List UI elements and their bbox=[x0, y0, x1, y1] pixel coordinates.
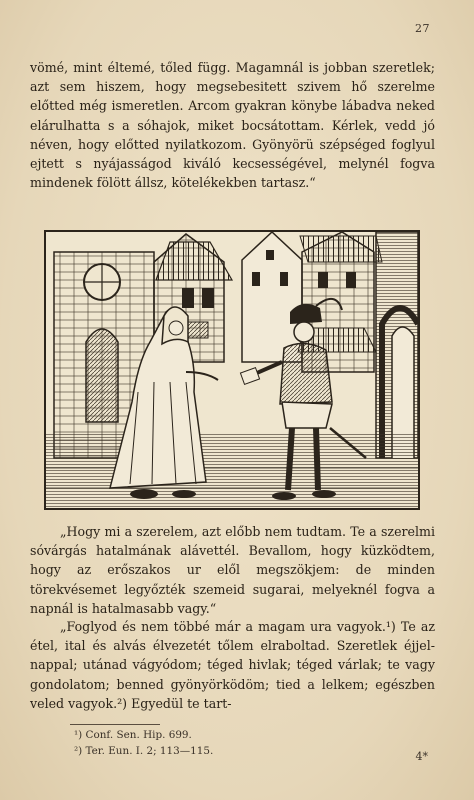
woodcut-illustration bbox=[44, 230, 420, 510]
page-number: 27 bbox=[415, 22, 430, 35]
footnote-1: ¹) Conf. Sen. Hip. 699. bbox=[74, 729, 192, 741]
paragraph-middle: „Hogy mi a szerelem, azt előbb nem tudtam. Te a szerelmi sóvárgás hatalmának alávettél. Bevallom, hogy küzködtem, hogy az erőszakos ur elől megszökjem: de minden törekvésemet legyőzték szemeid sugarai, melyeknél fogva a napnál is hatalmasabb vagy.“ bbox=[30, 524, 435, 616]
footnote-2: ²) Ter. Eun. I. 2; 113—115. bbox=[74, 745, 214, 757]
footnote-rule bbox=[70, 724, 160, 725]
printer-signature: 4* bbox=[415, 750, 428, 763]
paragraph-top: vömé, mint éltemé, tőled függ. Magamnál is jobban szeretlek; azt sem hiszem, hogy megsebesitett szivem hő szerelme előtted még ismeretlen. Arcom gyakran könybe lábadva neked elárulhatta s a sóhajok, miket bocsátottam. Kérlek, vedd jó néven, hogy előtted nyilatkozom. Gyönyörü szépséged foglyul ejtett s nyájasságod kiváló kecsességével, melynél fogva mindenek fölött állsz, kötelékekben tartasz.“ bbox=[30, 60, 435, 191]
paragraph-bottom: „Foglyod és nem többé már a magam ura vagyok.¹) Te az étel, ital és alvás élvezetét tőlem elraboltad. Szeretlek éjjel-nappal; utánad vágyódom; téged hivlak; téged várlak; te vagy gondolatom; benned gyönyörködöm; tied a lelkem; egészben veled vagyok.²) Egyedül te tart- bbox=[30, 619, 435, 711]
